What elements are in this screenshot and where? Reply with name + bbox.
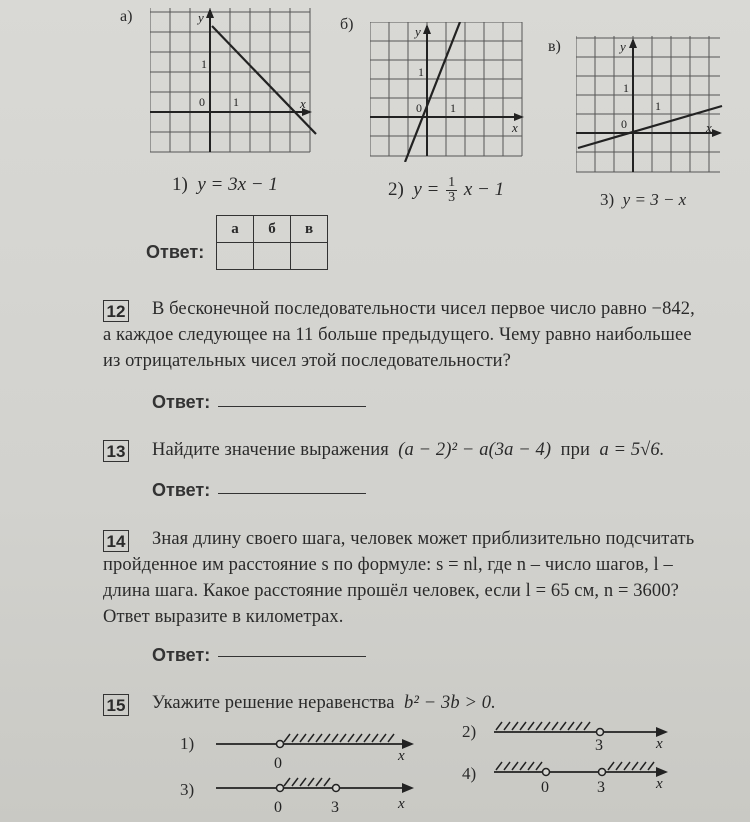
q12-line-2: а каждое следующее на 11 больше предыдущего. Чему равно наибольшее [103, 325, 692, 345]
option-2-x: x [656, 736, 663, 752]
question-number-12: 12 [103, 300, 129, 322]
answer-label-11: Ответ: [146, 242, 205, 262]
option-4-label-0: 0 [541, 779, 549, 796]
q14-line-1: Зная длину своего шага, человек может приблизительно подсчитать [152, 529, 695, 549]
option-3-label-0: 0 [274, 799, 282, 816]
graph-b-zero: 0 [416, 101, 422, 115]
answer-cell-a[interactable] [217, 243, 254, 270]
graph-a-x-label: x [300, 96, 306, 111]
q14-line-3: длина шага. Какое расстояние прошёл человек, если l = 65 см, n = 3600? [103, 581, 679, 601]
option-4-num: 4) [462, 764, 477, 783]
answer-header-a: а [217, 216, 254, 243]
graph-b-y-label: y [415, 24, 421, 39]
answer-cell-v[interactable] [291, 243, 328, 270]
graph-a [150, 8, 320, 158]
option-3-label-3: 3 [331, 799, 339, 816]
graph-a-letter: а) [120, 8, 133, 25]
graph-a-one-y: 1 [201, 57, 207, 71]
graph-b-letter: б) [340, 16, 354, 33]
option-3-x: x [398, 796, 405, 812]
answer-cell-b[interactable] [254, 243, 291, 270]
formula-1: 1) y = 3x − 1 [172, 174, 278, 195]
answer-header-v: в [291, 216, 328, 243]
option-3-num: 3) [180, 780, 195, 799]
option-1-x: x [398, 748, 405, 764]
answer-header-b: б [254, 216, 291, 243]
option-1-num: 1) [180, 734, 195, 753]
graph-v-one-y: 1 [623, 81, 629, 95]
option-2-label-3: 3 [595, 737, 603, 754]
graph-v-zero: 0 [621, 117, 627, 131]
q15-text: Укажите решение неравенства b² − 3b > 0. [152, 693, 496, 713]
q12-line-1: В бесконечной последовательности чисел первое число равно −842, [152, 299, 695, 319]
option-1-numberline[interactable] [212, 728, 422, 774]
graph-v [576, 36, 726, 174]
option-1-label-0: 0 [274, 755, 282, 772]
option-4-label-3: 3 [597, 779, 605, 796]
question-number-13: 13 [103, 440, 129, 462]
graph-b-one-x: 1 [450, 101, 456, 115]
graph-a-one-x: 1 [233, 95, 239, 109]
formula-2: 2) y = $\frac{1}{3}$ x − 1 [388, 175, 505, 205]
option-4-numberline[interactable] [490, 756, 680, 802]
graph-a-y-label: y [198, 10, 204, 25]
answer-table-11 [216, 215, 328, 270]
formula-3: 3) y = 3 − x [600, 190, 687, 209]
graph-v-y-label: y [620, 39, 626, 54]
graph-v-letter: в) [548, 38, 561, 55]
answer-label-14: Ответ: [152, 645, 211, 665]
question-number-15: 15 [103, 694, 129, 716]
option-4-x: x [656, 776, 663, 792]
graph-b-one-y: 1 [418, 65, 424, 79]
answer-label-13: Ответ: [152, 480, 211, 500]
q14-line-2: пройденное им расстояние s по формуле: s = nl, где n – число шагов, l – [103, 555, 673, 575]
answer-line-12[interactable] [218, 406, 366, 407]
graph-a-zero: 0 [199, 95, 205, 109]
fraction-one-third: $\frac{1}{3}$ [448, 175, 456, 205]
question-number-14: 14 [103, 530, 129, 552]
graph-v-x-label: x [706, 120, 712, 135]
q13-text: Найдите значение выражения (a − 2)² − a(3a − 4) при a = 5√6. [152, 440, 665, 460]
graph-b [370, 22, 530, 162]
graph-b-x-label: x [512, 120, 518, 135]
graph-v-one-x: 1 [655, 99, 661, 113]
q12-line-3: из отрицательных чисел этой последовательности? [103, 351, 511, 371]
q14-line-4: Ответ выразите в километрах. [103, 607, 344, 627]
option-2-num: 2) [462, 722, 477, 741]
answer-line-14[interactable] [218, 656, 366, 657]
option-3-numberline[interactable] [212, 772, 422, 820]
answer-line-13[interactable] [218, 493, 366, 494]
answer-label-12: Ответ: [152, 392, 211, 412]
